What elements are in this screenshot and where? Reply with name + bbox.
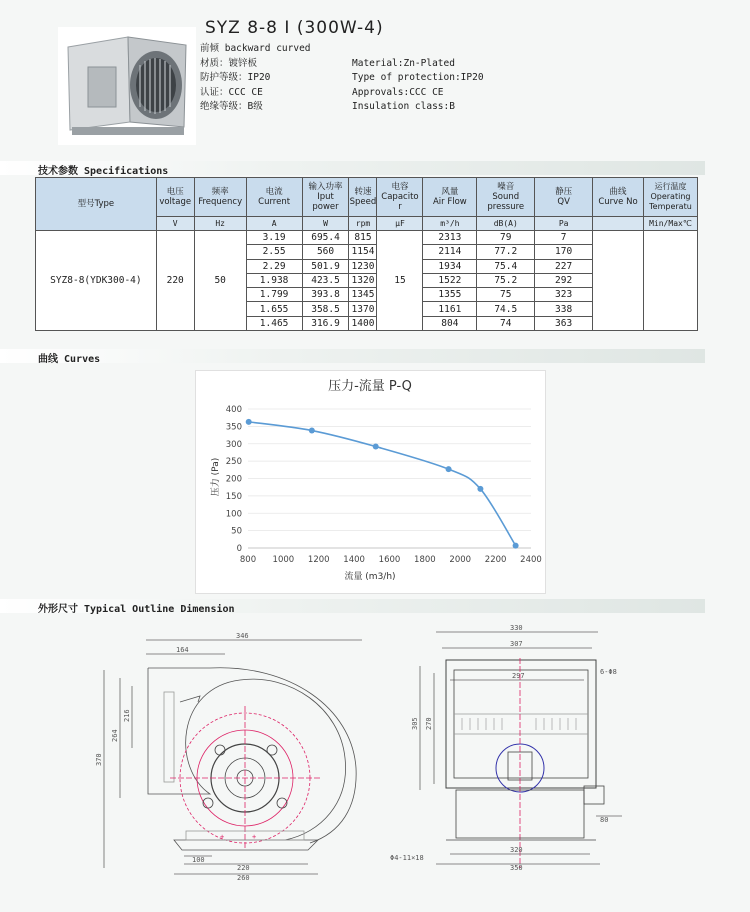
header-line: 前倾 backward curved	[200, 43, 311, 54]
current-cell: 1.655	[246, 302, 302, 316]
dim-100: 100	[192, 856, 205, 864]
pressure-cell: 338	[535, 302, 593, 316]
x-tick-label: 1800	[414, 555, 436, 565]
sound-cell: 74	[477, 316, 535, 330]
dim-80: 80	[600, 816, 609, 824]
current-cell: 3.19	[246, 231, 302, 245]
data-point	[246, 419, 252, 425]
voltage-cell: 220	[156, 231, 194, 331]
airflow-cell: 2114	[423, 245, 477, 259]
y-tick-label: 300	[225, 439, 242, 450]
y-tick-label: 400	[225, 405, 242, 415]
speed-cell: 1370	[349, 302, 377, 316]
current-cell: 1.465	[246, 316, 302, 330]
power-cell: 695.4	[302, 231, 349, 245]
header-line: 认证：CCC CE	[200, 86, 263, 98]
y-axis-label: 压力 (Pa)	[211, 457, 221, 497]
sound-cell: 77.2	[477, 245, 535, 259]
power-cell: 501.9	[302, 259, 349, 273]
chart-title: 压力-流量 P-Q	[328, 379, 412, 394]
speed-cell: 815	[349, 231, 377, 245]
power-cell: 560	[302, 245, 349, 259]
data-point	[446, 466, 452, 472]
sound-cell: 75.2	[477, 273, 535, 287]
unit-cell: Hz	[194, 217, 246, 231]
col-header: 电压 voltage	[156, 178, 194, 217]
speed-cell: 1320	[349, 273, 377, 287]
sound-cell: 75.4	[477, 259, 535, 273]
pressure-cell: 292	[535, 273, 593, 287]
col-header: 静压 QV	[535, 178, 593, 217]
dim-slot: Φ4-11×18	[390, 854, 424, 862]
dim-346: 346	[236, 632, 249, 640]
outline-drawing	[90, 618, 655, 888]
unit-cell: Pa	[535, 217, 593, 231]
y-tick-label: 350	[225, 422, 242, 433]
col-header: 运行温度 Operating Temperatu	[643, 178, 697, 217]
unit-cell: dB(A)	[477, 217, 535, 231]
x-axis-label: 流量 (m3/h)	[344, 572, 396, 582]
unit-cell: V	[156, 217, 194, 231]
speed-cell: 1230	[349, 259, 377, 273]
header-line: 防护等级：IP20	[200, 72, 271, 83]
dim-270: 270	[425, 717, 433, 730]
current-cell: 1.799	[246, 288, 302, 302]
unit-cell: A	[246, 217, 302, 231]
airflow-cell: 1355	[423, 288, 477, 302]
col-header-type: 型号Type	[36, 178, 157, 231]
header-line: 绝缘等级：B级	[200, 101, 263, 112]
x-tick-label: 1200	[307, 555, 330, 565]
x-tick-label: 2400	[520, 555, 542, 565]
airflow-cell: 1161	[423, 302, 477, 316]
model-cell: SYZ8-8(YDK300-4)	[36, 231, 157, 331]
airflow-cell: 1522	[423, 273, 477, 287]
header-en-lines	[352, 57, 484, 115]
dim-307: 307	[510, 640, 523, 648]
power-cell: 393.8	[302, 288, 349, 302]
x-tick-label: 1000	[272, 555, 295, 565]
dim-297: 297	[512, 672, 525, 680]
x-tick-label: 1400	[343, 555, 365, 565]
unit-cell: rpm	[349, 217, 377, 231]
dim-370: 370	[95, 753, 103, 766]
curve-cell	[593, 231, 644, 331]
dim-330: 330	[510, 624, 523, 632]
x-tick-label: 2000	[449, 555, 472, 565]
y-tick-label: 250	[225, 457, 242, 468]
dim-216: 216	[123, 709, 131, 722]
series-line	[249, 422, 516, 546]
table-row	[36, 231, 698, 245]
dim-264: 264	[111, 729, 119, 742]
power-cell: 316.9	[302, 316, 349, 330]
speed-cell: 1400	[349, 316, 377, 330]
section-title-curves: 曲线 Curves	[38, 354, 101, 365]
col-header: 转速 Speed	[349, 178, 377, 217]
pressure-cell: 323	[535, 288, 593, 302]
col-header: 电容 Capacito r	[377, 178, 423, 217]
current-cell: 2.29	[246, 259, 302, 273]
section-bar	[0, 349, 705, 363]
power-cell: 423.5	[302, 273, 349, 287]
y-tick-label: 150	[225, 491, 242, 502]
current-cell: 2.55	[246, 245, 302, 259]
data-point	[477, 486, 483, 492]
current-cell: 1.938	[246, 273, 302, 287]
dim-350: 350	[510, 864, 523, 872]
data-point	[309, 428, 315, 434]
col-header: 电流 Current	[246, 178, 302, 217]
unit-cell	[593, 217, 644, 231]
sound-cell: 75	[477, 288, 535, 302]
pq-chart-svg	[196, 371, 545, 593]
pressure-cell: 227	[535, 259, 593, 273]
data-point	[373, 444, 379, 450]
y-tick-label: 200	[225, 474, 242, 485]
airflow-cell: 1934	[423, 259, 477, 273]
unit-cell: Min/Max℃	[643, 217, 697, 231]
section-title-specs: 技术参数 Specifications	[38, 166, 169, 177]
svg-text:+: +	[220, 833, 225, 841]
y-tick-label: 50	[231, 526, 242, 537]
sound-cell: 74.5	[477, 302, 535, 316]
capacitor-cell: 15	[377, 231, 423, 331]
col-header: 频率 Frequency	[194, 178, 246, 217]
unit-cell: μF	[377, 217, 423, 231]
pressure-cell: 7	[535, 231, 593, 245]
dim-hole: 6-Φ8	[600, 668, 617, 676]
unit-cell: W	[302, 217, 349, 231]
airflow-cell: 804	[423, 316, 477, 330]
speed-cell: 1345	[349, 288, 377, 302]
svg-text:+: +	[252, 833, 257, 841]
sound-cell: 79	[477, 231, 535, 245]
airflow-cell: 2313	[423, 231, 477, 245]
dim-305: 305	[411, 717, 419, 730]
header-line: Material:Zn-Plated	[352, 57, 455, 69]
speed-cell: 1154	[349, 245, 377, 259]
x-tick-label: 1600	[378, 555, 401, 565]
col-header: 噪音 Sound pressure	[477, 178, 535, 217]
y-tick-label: 0	[236, 544, 242, 554]
unit-cell: m³/h	[423, 217, 477, 231]
dim-320: 320	[510, 846, 523, 854]
spec-table	[35, 177, 698, 331]
frequency-cell: 50	[194, 231, 246, 331]
x-tick-label: 2200	[484, 555, 507, 565]
pressure-cell: 363	[535, 316, 593, 330]
section-title-outline: 外形尺寸 Typical Outline Dimension	[38, 604, 235, 615]
dim-164: 164	[176, 646, 189, 654]
data-point	[513, 543, 519, 549]
power-cell: 358.5	[302, 302, 349, 316]
header-line: 材质：镀锌板	[200, 57, 258, 69]
product-photo	[58, 27, 196, 145]
y-tick-label: 100	[225, 509, 242, 520]
header-cn-lines	[200, 42, 311, 115]
col-header: 输入功率 Iput power	[302, 178, 349, 217]
dim-260: 260	[237, 874, 250, 882]
col-header: 风量 Air Flow	[423, 178, 477, 217]
product-title: SYZ 8-8 Ⅰ (300W-4)	[205, 18, 384, 38]
pressure-cell: 170	[535, 245, 593, 259]
temp-cell	[643, 231, 697, 331]
pq-chart	[195, 370, 546, 594]
col-header: 曲线 Curve No	[593, 178, 644, 217]
header-line: Type of protection:IP20	[352, 72, 484, 83]
header-line: Insulation class:B	[352, 101, 455, 112]
header-line: Approvals:CCC CE	[352, 86, 444, 98]
dim-220: 220	[237, 864, 250, 872]
x-tick-label: 800	[239, 555, 257, 565]
